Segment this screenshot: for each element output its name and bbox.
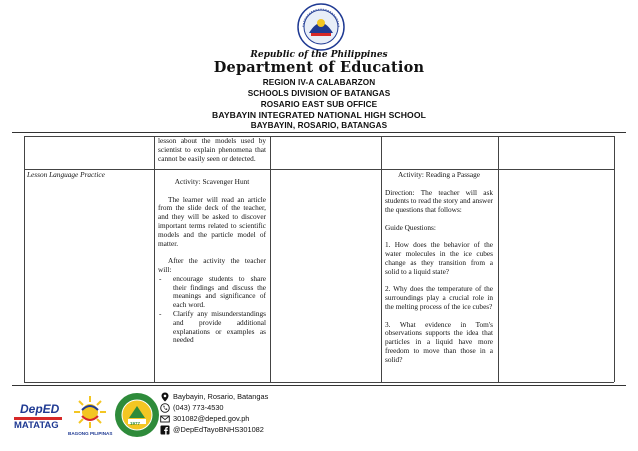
lesson-plan-table bbox=[24, 136, 614, 382]
reading-passage-cell bbox=[385, 171, 493, 365]
envelope-icon bbox=[160, 414, 170, 424]
list-item: - encourage students to share their findings and discuss the meanings and significance of each word. bbox=[158, 275, 266, 310]
seal-year: 1977 bbox=[130, 420, 141, 426]
department-title: Department of Education bbox=[213, 59, 425, 76]
matatag-wordmark: MATATAG bbox=[14, 420, 59, 431]
deped-wordmark: DepED bbox=[20, 402, 60, 416]
sun-icon bbox=[70, 394, 110, 430]
guide-question-1: 1. How does the behavior of the water molecules in the ice cubes change as they transition from a solid to a liquid state? bbox=[385, 240, 493, 276]
division-line: SCHOOLS DIVISION OF BATANGAS bbox=[247, 89, 391, 98]
scavenger-hunt-title: Activity: Scavenger Hunt bbox=[174, 177, 250, 186]
reading-direction: Direction: The teacher will ask students to read the story and answer the questions that follows: bbox=[385, 187, 493, 215]
guide-question-3: 3. What evidence in Tom's observations supports the idea that particles in a liquid have more freedom to move than those in a solid? bbox=[385, 319, 493, 364]
table-border-top bbox=[24, 136, 614, 137]
school-seal-icon bbox=[114, 392, 160, 438]
table-border-bottom bbox=[24, 382, 614, 383]
table-col-divider bbox=[270, 136, 271, 382]
sub-office-line: ROSARIO EAST SUB OFFICE bbox=[260, 99, 378, 109]
footer-address-text: Baybayin, Rosario, Batangas bbox=[173, 392, 269, 401]
scavenger-hunt-paragraph: The learner will read an article from the slide deck of the teacher, and they will be asked to discover important terms related to scientific models and the particle model of matter. bbox=[158, 194, 266, 248]
location-pin-icon bbox=[160, 392, 170, 402]
school-seal-logo bbox=[114, 392, 160, 438]
footer-divider bbox=[12, 385, 626, 386]
footer-facebook-text: @DepEdTayoBNHS301082 bbox=[173, 425, 264, 434]
bagong-pilipinas-logo bbox=[68, 394, 113, 438]
table-col-divider bbox=[154, 136, 155, 382]
deped-seal-logo bbox=[297, 3, 345, 51]
scavenger-hunt-cell bbox=[158, 171, 266, 345]
table-border-left bbox=[24, 136, 25, 382]
deped-matatag-logo bbox=[14, 402, 62, 432]
region-line: REGION IV-A CALABARZON bbox=[262, 78, 376, 87]
table-col-divider bbox=[381, 136, 382, 382]
footer-phone-text: (043) 773-4530 bbox=[173, 403, 224, 412]
teacher-will-paragraph: After the activity the teacher will: bbox=[158, 256, 266, 274]
reading-passage-title: Activity: Reading a Passage bbox=[397, 170, 481, 179]
lesson-language-practice-label: Lesson Language Practice bbox=[27, 170, 105, 179]
row1-col2-text: lesson about the models used by scientist to explain phenomena that cannot be easily seen or detected. bbox=[158, 136, 266, 163]
list-item: - Clarify any misunderstandings and provide additional explanations or examples as needed bbox=[158, 310, 266, 345]
facebook-icon bbox=[160, 425, 170, 435]
bagong-pilipinas-text: BAGONG PILIPINAS bbox=[68, 431, 113, 436]
republic-line: Republic of the Philippines bbox=[250, 50, 388, 60]
header-divider bbox=[12, 132, 626, 133]
school-name: BAYBAYIN INTEGRATED NATIONAL HIGH SCHOOL bbox=[212, 110, 426, 120]
guide-questions-heading: Guide Questions: bbox=[385, 222, 436, 232]
table-border-right bbox=[614, 136, 615, 382]
phone-icon bbox=[160, 403, 170, 413]
table-row-divider bbox=[24, 169, 614, 170]
guide-question-2: 2. Why does the temperature of the surroundings play a crucial role in the melting process of the ice cubes? bbox=[385, 284, 493, 311]
teacher-actions-list bbox=[158, 275, 266, 345]
school-address: BAYBAYIN, ROSARIO, BATANGAS bbox=[250, 121, 388, 130]
footer-email-text: 301082@deped.gov.ph bbox=[173, 414, 250, 423]
table-col-divider bbox=[498, 136, 499, 382]
